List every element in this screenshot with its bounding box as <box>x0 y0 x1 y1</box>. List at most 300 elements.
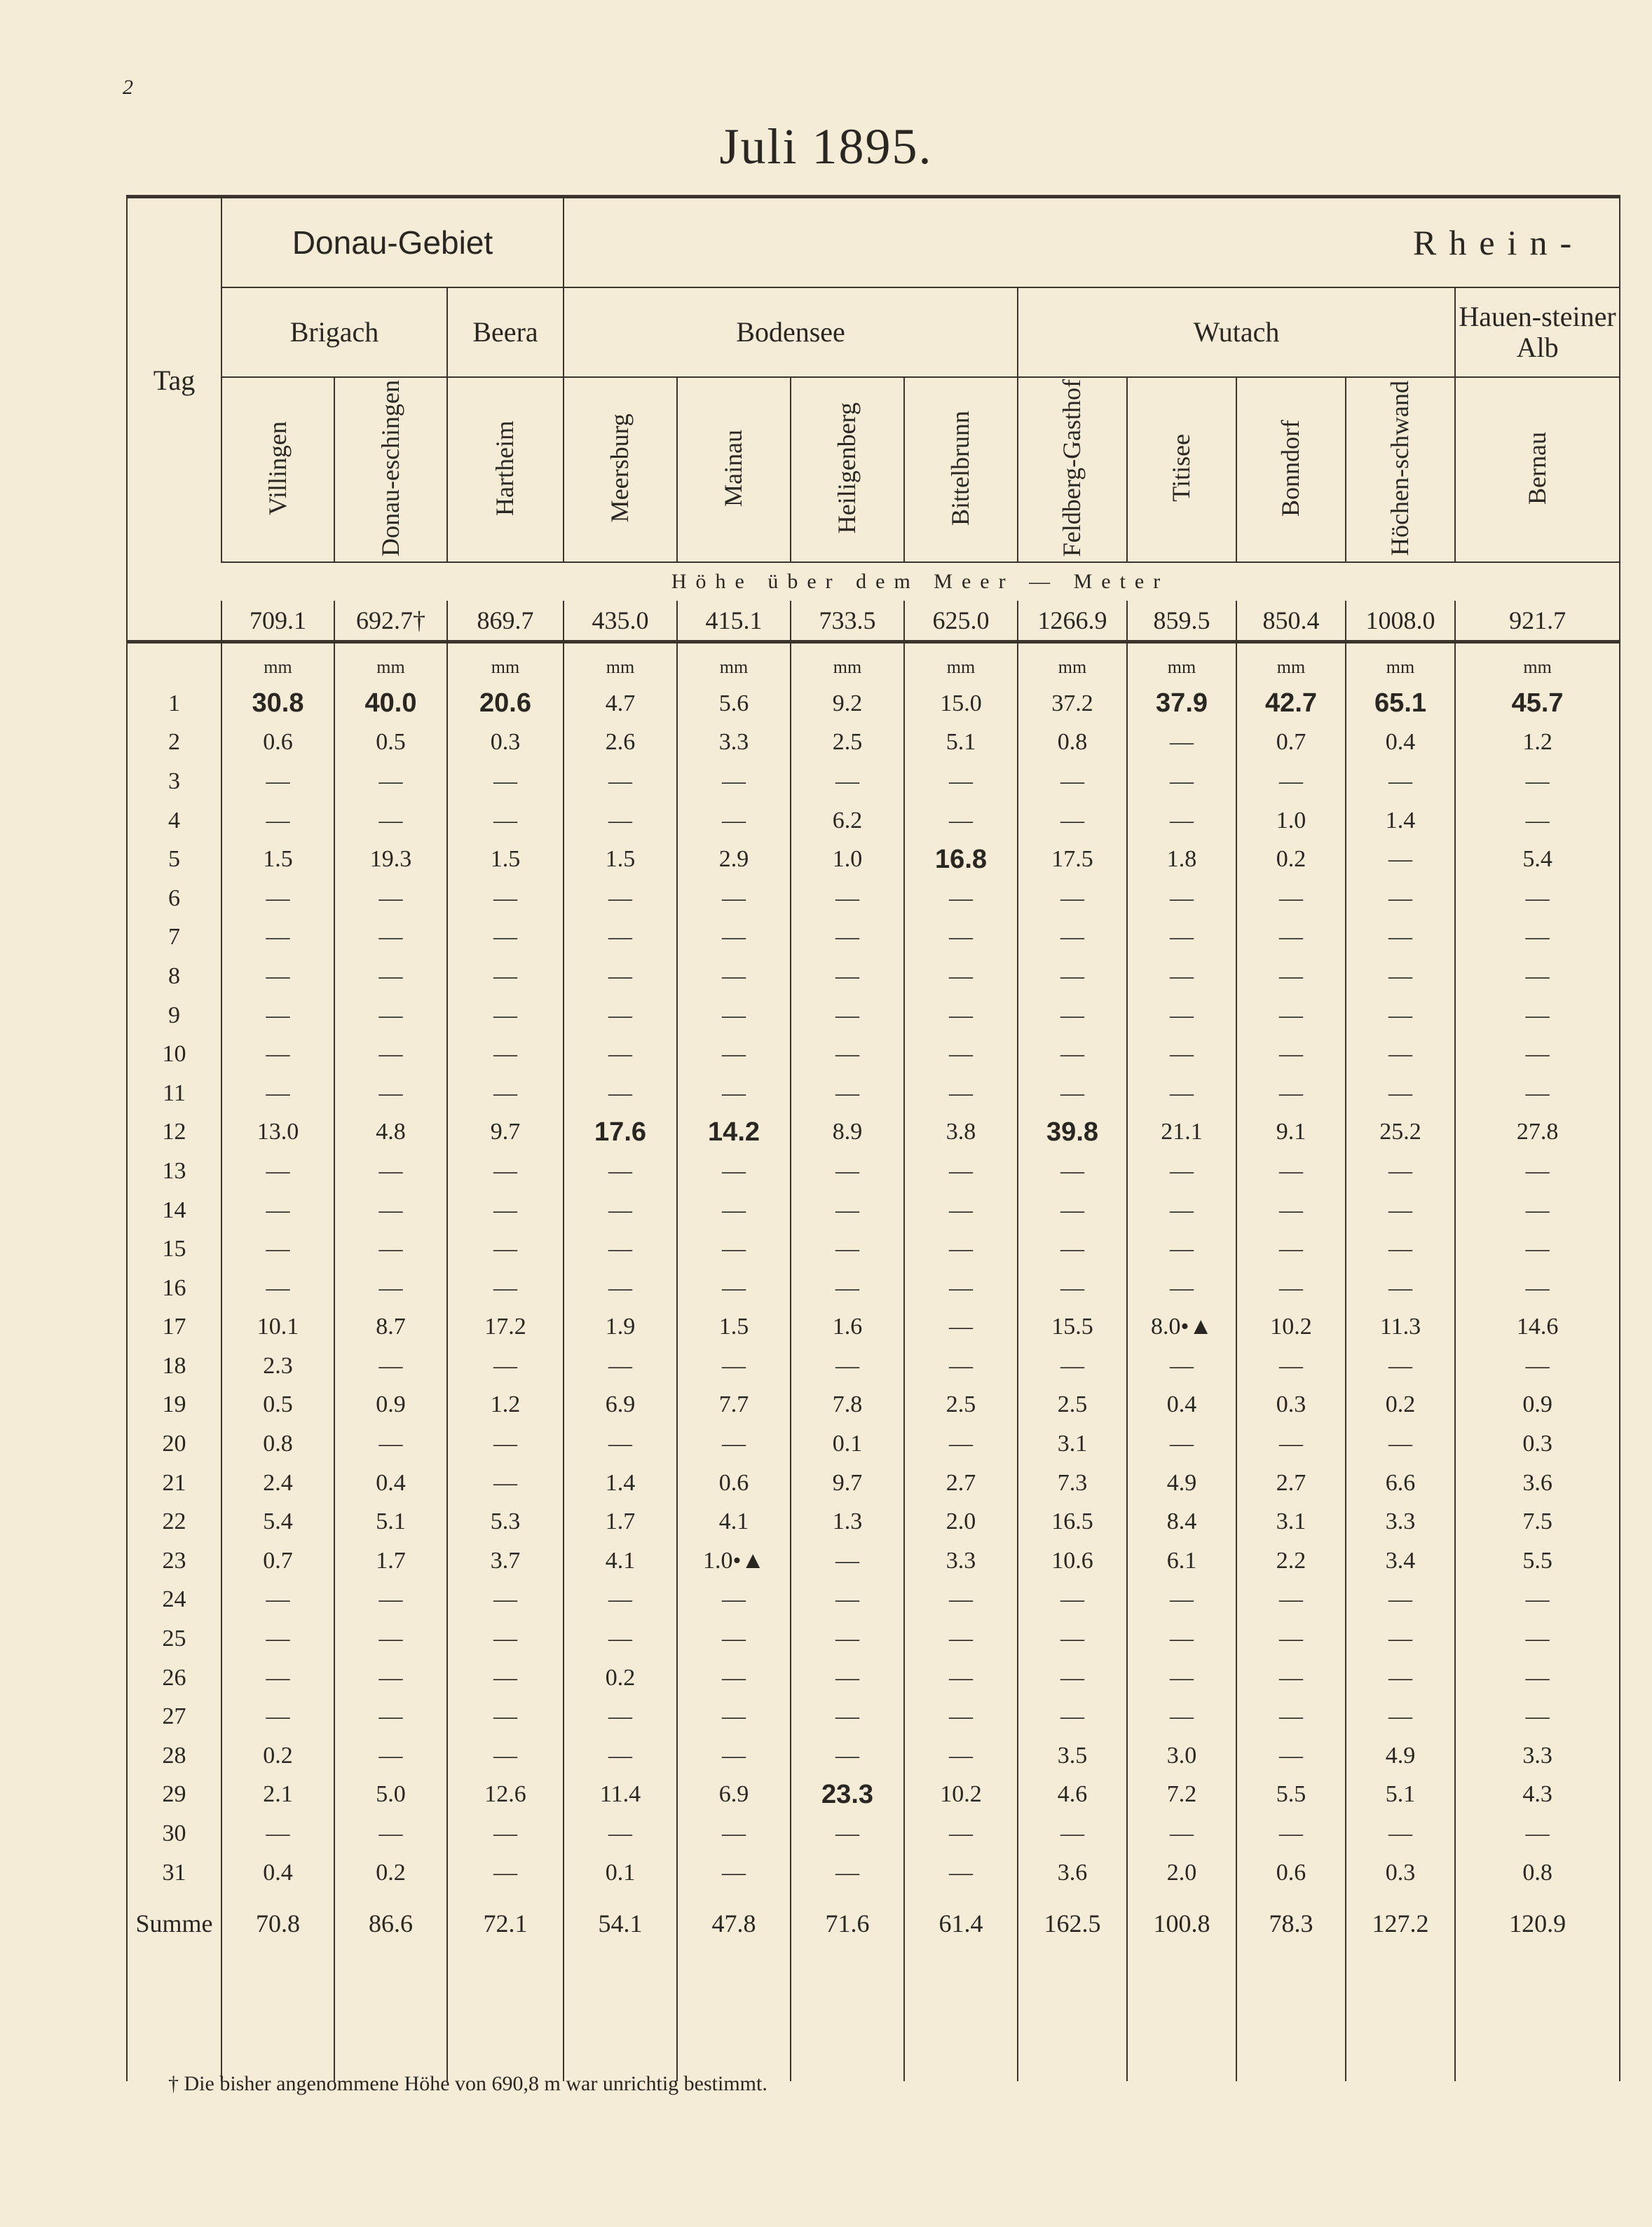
precipitation-cell: — <box>447 1424 564 1464</box>
precipitation-cell: — <box>791 1619 904 1659</box>
day-number: 10 <box>127 1035 221 1074</box>
altitude-value: 921.7 <box>1455 601 1620 642</box>
precipitation-cell: — <box>1455 879 1620 918</box>
day-number: 7 <box>127 918 221 958</box>
precipitation-cell: — <box>1127 1152 1236 1191</box>
precipitation-cell: — <box>1455 1230 1620 1269</box>
precipitation-cell: 0.6 <box>1236 1853 1346 1893</box>
precipitation-cell: — <box>791 1697 904 1736</box>
precipitation-cell: — <box>1236 1814 1346 1853</box>
precipitation-cell: 0.7 <box>1236 723 1346 763</box>
day-number: 27 <box>127 1697 221 1736</box>
precipitation-cell: — <box>1018 1619 1127 1659</box>
precipitation-cell: — <box>904 1230 1018 1269</box>
brigach-header: Brigach <box>221 287 447 377</box>
precipitation-cell: — <box>1236 762 1346 801</box>
precipitation-cell: 1.7 <box>334 1541 447 1581</box>
precipitation-cell: — <box>564 1269 677 1308</box>
precipitation-cell: 39.8 <box>1018 1113 1127 1152</box>
precipitation-cell: 42.7 <box>1236 684 1346 723</box>
precipitation-cell: 1.5 <box>677 1308 791 1347</box>
precipitation-cell: — <box>334 1152 447 1191</box>
precipitation-cell: 0.3 <box>1455 1424 1620 1464</box>
precipitation-cell: — <box>221 1814 334 1853</box>
filler-cell <box>1455 1955 1620 2081</box>
precipitation-cell: — <box>1455 1035 1620 1074</box>
precipitation-cell: 7.3 <box>1018 1464 1127 1503</box>
precipitation-cell: — <box>904 957 1018 996</box>
precipitation-cell: — <box>447 762 564 801</box>
precipitation-cell: 6.9 <box>677 1776 791 1815</box>
precipitation-cell: 0.4 <box>334 1464 447 1503</box>
precipitation-cell: 2.3 <box>221 1347 334 1386</box>
precipitation-cell: 6.6 <box>1346 1464 1455 1503</box>
precipitation-cell: — <box>221 996 334 1035</box>
precipitation-cell: — <box>564 957 677 996</box>
precipitation-cell: — <box>1346 1347 1455 1386</box>
precipitation-cell: — <box>1236 1697 1346 1736</box>
station-name: Meersburg <box>606 413 634 523</box>
precipitation-cell: — <box>1127 957 1236 996</box>
sum-cell: 61.4 <box>904 1892 1018 1955</box>
precipitation-cell: — <box>334 879 447 918</box>
precipitation-cell: 8.4 <box>1127 1502 1236 1541</box>
precipitation-cell: — <box>791 1035 904 1074</box>
station-header <box>221 377 334 562</box>
day-number: 14 <box>127 1191 221 1230</box>
precipitation-cell: 9.7 <box>791 1464 904 1503</box>
precipitation-cell: 5.5 <box>1455 1541 1620 1581</box>
day-number: 4 <box>127 801 221 840</box>
precipitation-cell: 27.8 <box>1455 1113 1620 1152</box>
table-row <box>127 1581 1620 1620</box>
wutach-header: Wutach <box>1018 287 1455 377</box>
precipitation-cell: — <box>1018 879 1127 918</box>
precipitation-cell: — <box>1018 1814 1127 1853</box>
precipitation-cell: 14.2 <box>677 1113 791 1152</box>
precipitation-cell: 1.9 <box>564 1308 677 1347</box>
tag-header: Tag <box>127 197 221 563</box>
precipitation-cell: — <box>791 1659 904 1698</box>
precipitation-cell: 1.5 <box>447 840 564 879</box>
precipitation-cell: — <box>904 1269 1018 1308</box>
precipitation-cell: — <box>221 918 334 958</box>
precipitation-cell: — <box>1346 957 1455 996</box>
precipitation-cell: — <box>334 801 447 840</box>
precipitation-cell: — <box>334 1736 447 1776</box>
precipitation-cell: 5.4 <box>221 1502 334 1541</box>
precipitation-cell: — <box>1236 1619 1346 1659</box>
precipitation-cell: 6.2 <box>791 801 904 840</box>
filler-cell <box>221 1955 334 2081</box>
day-number: 12 <box>127 1113 221 1152</box>
precipitation-cell: — <box>904 918 1018 958</box>
precipitation-cell: — <box>904 1074 1018 1113</box>
precipitation-cell: 16.8 <box>904 840 1018 879</box>
precipitation-cell: — <box>1236 996 1346 1035</box>
precipitation-cell: — <box>564 996 677 1035</box>
precipitation-cell: — <box>1455 1152 1620 1191</box>
precipitation-cell: 7.5 <box>1455 1502 1620 1541</box>
precipitation-cell: — <box>904 1424 1018 1464</box>
precipitation-cell: — <box>1127 1619 1236 1659</box>
precipitation-cell: — <box>1346 1814 1455 1853</box>
table-row <box>127 1853 1620 1893</box>
precipitation-cell: — <box>791 1853 904 1893</box>
precipitation-cell: 3.3 <box>1346 1502 1455 1541</box>
precipitation-cell: — <box>221 1035 334 1074</box>
precipitation-cell: 0.2 <box>564 1659 677 1698</box>
precipitation-cell: 3.4 <box>1346 1541 1455 1581</box>
precipitation-cell: — <box>677 1152 791 1191</box>
precipitation-cell: 3.3 <box>677 723 791 763</box>
precipitation-cell: — <box>564 1619 677 1659</box>
precipitation-cell: — <box>904 1659 1018 1698</box>
sum-cell: 162.5 <box>1018 1892 1127 1955</box>
precipitation-cell: — <box>1346 1581 1455 1620</box>
precipitation-cell: — <box>1455 1191 1620 1230</box>
precipitation-cell: — <box>1346 1697 1455 1736</box>
precipitation-cell: — <box>791 1581 904 1620</box>
sum-cell: 72.1 <box>447 1892 564 1955</box>
altitude-value: 692.7† <box>334 601 447 642</box>
precipitation-cell: — <box>1127 1269 1236 1308</box>
precipitation-cell: 0.9 <box>1455 1386 1620 1425</box>
precipitation-cell: — <box>1236 1269 1346 1308</box>
station-name: Bittelbrunn <box>946 410 975 526</box>
precipitation-cell: 12.6 <box>447 1776 564 1815</box>
table-row <box>127 684 1620 723</box>
precipitation-cell: — <box>221 1581 334 1620</box>
precipitation-cell: 2.5 <box>1018 1386 1127 1425</box>
precipitation-cell: — <box>1455 1659 1620 1698</box>
precipitation-cell: — <box>1236 1230 1346 1269</box>
day-number: 8 <box>127 957 221 996</box>
precipitation-cell: 3.0 <box>1127 1736 1236 1776</box>
tag-spacer <box>127 562 221 601</box>
station-name: Villingen <box>263 421 292 515</box>
precipitation-cell: — <box>1236 1035 1346 1074</box>
altitude-value: 415.1 <box>677 601 791 642</box>
station-header <box>447 377 564 562</box>
precipitation-cell: 5.3 <box>447 1502 564 1541</box>
precipitation-cell: 3.8 <box>904 1113 1018 1152</box>
precipitation-cell: — <box>221 879 334 918</box>
precipitation-cell: — <box>1018 918 1127 958</box>
day-number: 6 <box>127 879 221 918</box>
precipitation-cell: — <box>1018 1697 1127 1736</box>
precipitation-cell: 0.1 <box>791 1424 904 1464</box>
precipitation-cell: — <box>791 1074 904 1113</box>
precipitation-cell: — <box>1018 1581 1127 1620</box>
precipitation-cell: — <box>1346 1230 1455 1269</box>
precipitation-cell: — <box>677 1619 791 1659</box>
precipitation-cell: — <box>1346 1659 1455 1698</box>
precipitation-cell: 2.0 <box>1127 1853 1236 1893</box>
precipitation-cell: — <box>221 1152 334 1191</box>
precipitation-cell: 19.3 <box>334 840 447 879</box>
station-header <box>1127 377 1236 562</box>
precipitation-cell: — <box>1346 840 1455 879</box>
precipitation-cell: — <box>334 1581 447 1620</box>
precipitation-cell: 8.9 <box>791 1113 904 1152</box>
precipitation-cell: — <box>1346 762 1455 801</box>
precipitation-cell: — <box>1127 801 1236 840</box>
precipitation-cell: 0.6 <box>677 1464 791 1503</box>
precipitation-cell: — <box>791 1191 904 1230</box>
table-row <box>127 1386 1620 1425</box>
precipitation-cell: 9.7 <box>447 1113 564 1152</box>
precipitation-cell: 2.4 <box>221 1464 334 1503</box>
sum-cell: 86.6 <box>334 1892 447 1955</box>
precipitation-cell: — <box>221 762 334 801</box>
altitude-value: 709.1 <box>221 601 334 642</box>
footnote: † Die bisher angenommene Höhe von 690,8 m war unrichtig bestimmt. <box>168 2072 767 2095</box>
precipitation-cell: 17.5 <box>1018 840 1127 879</box>
precipitation-cell: — <box>447 879 564 918</box>
precipitation-cell: 3.1 <box>1236 1502 1346 1541</box>
station-header <box>1236 377 1346 562</box>
day-number: 23 <box>127 1541 221 1581</box>
station-header <box>334 377 447 562</box>
table-row <box>127 1308 1620 1347</box>
precipitation-cell: 4.7 <box>564 684 677 723</box>
table-row <box>127 1074 1620 1113</box>
station-name: Heiligenberg <box>833 402 861 534</box>
precipitation-cell: 0.1 <box>564 1853 677 1893</box>
precipitation-cell: — <box>447 1152 564 1191</box>
precipitation-cell: — <box>904 1035 1018 1074</box>
precipitation-cell: 7.2 <box>1127 1776 1236 1815</box>
table-row <box>127 840 1620 879</box>
precipitation-cell: — <box>447 1853 564 1893</box>
precipitation-cell: — <box>677 1191 791 1230</box>
precipitation-cell: 0.3 <box>1236 1386 1346 1425</box>
precipitation-cell: 1.4 <box>1346 801 1455 840</box>
unit-label: mm <box>564 642 677 685</box>
precipitation-cell: 17.2 <box>447 1308 564 1347</box>
precipitation-cell: — <box>791 1347 904 1386</box>
precipitation-cell: 0.7 <box>221 1541 334 1581</box>
filler-cell <box>564 1955 677 2081</box>
station-name: Höchen-schwand <box>1386 380 1414 556</box>
table-row <box>127 1541 1620 1581</box>
precipitation-cell: — <box>334 1619 447 1659</box>
sum-cell: 70.8 <box>221 1892 334 1955</box>
precipitation-cell: 2.7 <box>1236 1464 1346 1503</box>
precipitation-cell: 4.1 <box>564 1541 677 1581</box>
table-row <box>127 879 1620 918</box>
precipitation-cell: 40.0 <box>334 684 447 723</box>
precipitation-cell: — <box>334 996 447 1035</box>
precipitation-cell: — <box>791 1736 904 1776</box>
precipitation-cell: — <box>334 957 447 996</box>
precipitation-cell: 16.5 <box>1018 1502 1127 1541</box>
precipitation-cell: — <box>1236 879 1346 918</box>
table-row <box>127 1697 1620 1736</box>
table-row <box>127 723 1620 763</box>
precipitation-cell: 0.3 <box>1346 1853 1455 1893</box>
precipitation-cell: — <box>677 1035 791 1074</box>
precipitation-cell: — <box>791 879 904 918</box>
precipitation-cell: — <box>1127 996 1236 1035</box>
day-number: 26 <box>127 1659 221 1698</box>
precipitation-cell: 0.8 <box>1455 1853 1620 1893</box>
precipitation-cell: 13.0 <box>221 1113 334 1152</box>
station-name: Mainau <box>719 429 748 507</box>
precipitation-cell: — <box>904 1619 1018 1659</box>
precipitation-cell: — <box>1236 1152 1346 1191</box>
precipitation-cell: — <box>447 918 564 958</box>
unit-label: mm <box>447 642 564 685</box>
precipitation-cell: 1.7 <box>564 1502 677 1541</box>
altitude-value: 1266.9 <box>1018 601 1127 642</box>
sum-cell: 100.8 <box>1127 1892 1236 1955</box>
station-name: Hartheim <box>491 420 519 516</box>
precipitation-cell: — <box>1127 1347 1236 1386</box>
precipitation-cell: — <box>904 996 1018 1035</box>
precipitation-cell: — <box>1346 918 1455 958</box>
filler-cell <box>1346 1955 1455 2081</box>
precipitation-cell: — <box>1455 1581 1620 1620</box>
precipitation-cell: — <box>677 1581 791 1620</box>
precipitation-cell: — <box>564 1152 677 1191</box>
precipitation-cell: 0.5 <box>221 1386 334 1425</box>
station-header <box>791 377 904 562</box>
precipitation-cell: 1.4 <box>564 1464 677 1503</box>
day-number: 9 <box>127 996 221 1035</box>
filler-cell <box>1236 1955 1346 2081</box>
altitude-value: 850.4 <box>1236 601 1346 642</box>
precipitation-cell: — <box>221 801 334 840</box>
precipitation-cell: 0.2 <box>221 1736 334 1776</box>
precipitation-cell: — <box>1236 1424 1346 1464</box>
precipitation-cell: — <box>221 1269 334 1308</box>
precipitation-cell: 3.6 <box>1455 1464 1620 1503</box>
table-row <box>127 1619 1620 1659</box>
precipitation-cell: — <box>564 1697 677 1736</box>
precipitation-cell: — <box>677 1424 791 1464</box>
filler-cell <box>1018 1955 1127 2081</box>
precipitation-cell: 65.1 <box>1346 684 1455 723</box>
unit-label: mm <box>1236 642 1346 685</box>
day-number: 31 <box>127 1853 221 1893</box>
precipitation-cell: — <box>1455 1074 1620 1113</box>
day-number: 13 <box>127 1152 221 1191</box>
precipitation-cell: — <box>564 1191 677 1230</box>
precipitation-cell: 37.2 <box>1018 684 1127 723</box>
unit-label: mm <box>221 642 334 685</box>
precipitation-cell: — <box>904 1853 1018 1893</box>
precipitation-cell: — <box>447 1736 564 1776</box>
precipitation-cell: 8.0•▲ <box>1127 1308 1236 1347</box>
precipitation-cell: — <box>1018 1659 1127 1698</box>
precipitation-cell: — <box>1236 918 1346 958</box>
precipitation-cell: 0.5 <box>334 723 447 763</box>
precipitation-cell: — <box>1346 1152 1455 1191</box>
sum-cell: 71.6 <box>791 1892 904 1955</box>
station-name: Bonndorf <box>1276 419 1305 517</box>
precipitation-cell: — <box>334 918 447 958</box>
precipitation-cell: 0.4 <box>1127 1386 1236 1425</box>
precipitation-cell: — <box>1455 1269 1620 1308</box>
precipitation-cell: 4.1 <box>677 1502 791 1541</box>
bodensee-header: Bodensee <box>564 287 1018 377</box>
precipitation-cell: 15.5 <box>1018 1308 1127 1347</box>
filler-cell <box>791 1955 904 2081</box>
precipitation-cell: — <box>334 1814 447 1853</box>
precipitation-cell: — <box>447 1269 564 1308</box>
day-number: 18 <box>127 1347 221 1386</box>
sum-cell: 54.1 <box>564 1892 677 1955</box>
precipitation-cell: 2.5 <box>791 723 904 763</box>
precipitation-cell: — <box>677 1230 791 1269</box>
precipitation-cell: 5.0 <box>334 1776 447 1815</box>
precipitation-cell: — <box>1018 1035 1127 1074</box>
precipitation-cell: — <box>447 1191 564 1230</box>
precipitation-cell: 5.6 <box>677 684 791 723</box>
day-number: 24 <box>127 1581 221 1620</box>
table-row <box>127 762 1620 801</box>
precipitation-cell: 9.1 <box>1236 1113 1346 1152</box>
precipitation-cell: 5.1 <box>1346 1776 1455 1815</box>
precipitation-cell: — <box>1455 996 1620 1035</box>
precipitation-cell: — <box>1236 957 1346 996</box>
precipitation-cell: — <box>1346 1191 1455 1230</box>
hauensteiner-alb-header: Hauen-steiner Alb <box>1455 287 1620 377</box>
precipitation-cell: — <box>334 1035 447 1074</box>
day-number: 2 <box>127 723 221 763</box>
precipitation-cell: 1.2 <box>447 1386 564 1425</box>
precipitation-cell: 0.4 <box>221 1853 334 1893</box>
sum-cell: 47.8 <box>677 1892 791 1955</box>
precipitation-cell: — <box>564 918 677 958</box>
precipitation-cell: — <box>1127 1581 1236 1620</box>
precipitation-cell: — <box>1127 918 1236 958</box>
precipitation-cell: 30.8 <box>221 684 334 723</box>
precipitation-cell: — <box>677 801 791 840</box>
precipitation-cell: — <box>1018 801 1127 840</box>
day-number: 30 <box>127 1814 221 1853</box>
precipitation-cell: — <box>1236 1191 1346 1230</box>
day-number: 16 <box>127 1269 221 1308</box>
precipitation-cell: 1.0•▲ <box>677 1541 791 1581</box>
precipitation-cell: — <box>1127 1074 1236 1113</box>
precipitation-cell: — <box>677 1736 791 1776</box>
day-number: 11 <box>127 1074 221 1113</box>
precipitation-cell: 6.9 <box>564 1386 677 1425</box>
precipitation-cell: — <box>1018 1074 1127 1113</box>
table-row <box>127 957 1620 996</box>
precipitation-cell: — <box>1018 1230 1127 1269</box>
precipitation-cell: — <box>564 1424 677 1464</box>
table-row <box>127 1152 1620 1191</box>
table-row <box>127 1776 1620 1815</box>
rhein-gebiet-header: Rhein- <box>564 197 1620 288</box>
precipitation-cell: 0.2 <box>1236 840 1346 879</box>
precipitation-cell: 25.2 <box>1346 1113 1455 1152</box>
precipitation-cell: — <box>1455 1814 1620 1853</box>
precipitation-cell: 37.9 <box>1127 684 1236 723</box>
precipitation-cell: — <box>1127 1814 1236 1853</box>
precipitation-cell: — <box>564 762 677 801</box>
precipitation-cell: — <box>447 1035 564 1074</box>
precipitation-cell: — <box>677 1814 791 1853</box>
precipitation-cell: 1.6 <box>791 1308 904 1347</box>
day-number: 28 <box>127 1736 221 1776</box>
precipitation-cell: — <box>1346 1074 1455 1113</box>
precipitation-cell: — <box>1346 879 1455 918</box>
